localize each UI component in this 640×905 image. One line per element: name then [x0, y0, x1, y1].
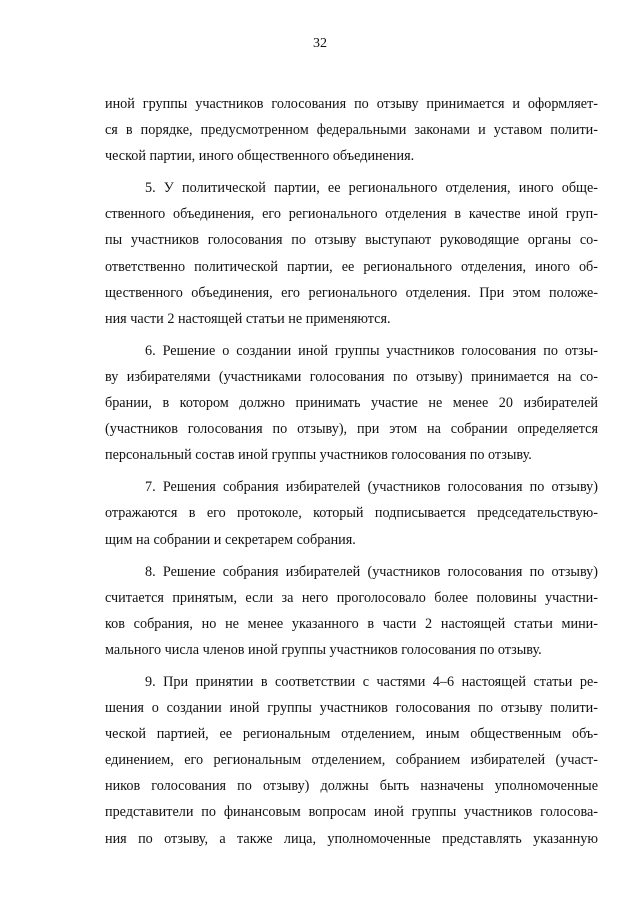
text-line: считается принятым, если за него проголосовало более половины участни- [105, 589, 598, 606]
text-line: (участников голосования по отзыву), при этом на собрании определяется [105, 421, 598, 438]
text-line: ческой партии, иного общественного объединения. [105, 148, 415, 165]
text-line: ся в порядке, предусмотренном федеральными законами и уставом полити- [105, 122, 598, 139]
text-line: щественного объединения, его регионального отделения. При этом положе- [105, 284, 598, 301]
text-line: 8. Решение собрания избирателей (участников голосования по отзыву) [145, 563, 598, 580]
paragraph-item-6 [105, 338, 598, 468]
paragraph-item-5 [105, 175, 598, 332]
text-line: ву избирателями (участниками голосования по отзыву) принимается на со- [105, 368, 598, 385]
text-line: брании, в котором должно принимать участие не менее 20 избирателей [105, 395, 598, 412]
text-line: ческой партией, ее региональным отделением, иным общественным объ- [105, 726, 598, 743]
text-line: пы участников голосования по отзыву выступают руководящие органы со- [105, 232, 598, 249]
text-line: мального числа членов иной группы участников голосования по отзыву. [105, 641, 542, 658]
text-line: ников голосования по отзыву) должны быть назначены уполномоченные [105, 778, 598, 795]
text-line: ков собрания, но не менее указанного в части 2 настоящей статьи мини- [105, 615, 598, 632]
text-line: 6. Решение о создании иной группы участников голосования по отзы- [145, 342, 598, 359]
text-line: представители по финансовым вопросам иной группы участников голосова- [105, 804, 598, 821]
page-number: 32 [313, 36, 327, 51]
text-line: щим на собрании и секретарем собрания. [105, 531, 356, 548]
paragraph-continuation [105, 91, 598, 169]
document-body [105, 91, 598, 852]
text-line: единением, его региональным отделением, собранием избирателей (участ- [105, 752, 598, 769]
text-line: 5. У политической партии, ее регионального отделения, иного обще- [145, 180, 598, 197]
text-line: ответственно политической партии, ее регионального отделения, иного об- [105, 258, 598, 275]
text-line: шения о создании иной группы участников голосования по отзыву полити- [105, 700, 598, 717]
text-line: 7. Решения собрания избирателей (участников голосования по отзыву) [145, 479, 598, 496]
paragraph-item-8 [105, 559, 598, 663]
text-line: персональный состав иной группы участников голосования по отзыву. [105, 447, 532, 464]
paragraph-item-7 [105, 474, 598, 552]
text-line: ния части 2 настоящей статьи не применяются. [105, 310, 391, 327]
paragraph-item-9 [105, 669, 598, 852]
text-line: отражаются в его протоколе, который подписывается председательствую- [105, 505, 598, 522]
text-line: ния по отзыву, а также лица, уполномоченные представлять указанную [105, 830, 598, 847]
text-line: 9. При принятии в соответствии с частями 4–6 настоящей статьи ре- [145, 673, 598, 690]
text-line: иной группы участников голосования по отзыву принимается и оформляет- [105, 96, 598, 112]
text-line: ственного объединения, его регионального отделения в качестве иной груп- [105, 206, 598, 223]
